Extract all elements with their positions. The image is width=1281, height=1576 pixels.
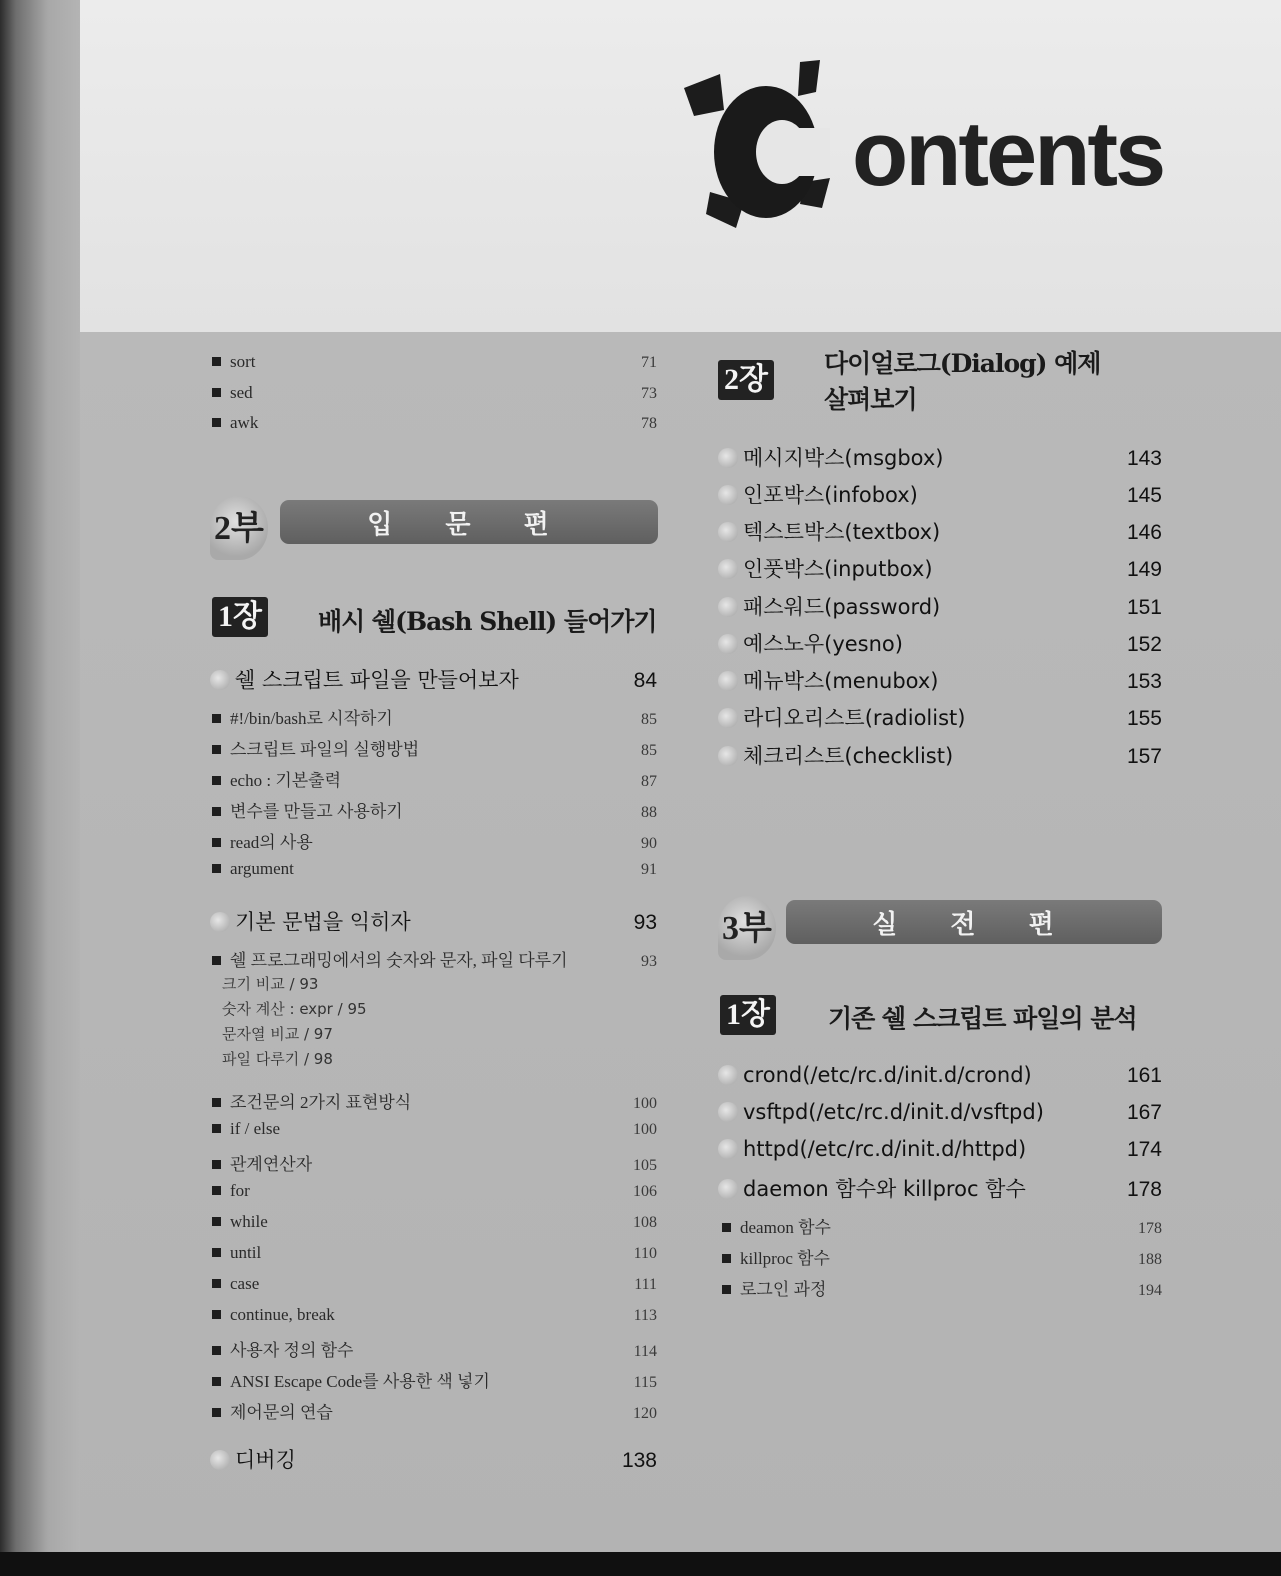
toc-item[interactable]: 변수를 만들고 사용하기 88 <box>212 797 657 822</box>
bullet-square-icon <box>722 1254 731 1263</box>
bullet-square-icon <box>212 1124 221 1133</box>
toc-subitem[interactable]: 크기 비교 / 93 <box>222 975 319 993</box>
toc-item[interactable]: argument 91 <box>212 859 657 879</box>
bullet-square-icon <box>212 745 221 754</box>
toc-item[interactable]: 스크립트 파일의 실행방법 85 <box>212 735 657 760</box>
section-dot-icon <box>718 671 738 691</box>
toc-section[interactable]: 텍스트박스(textbox) 146 <box>718 516 1162 546</box>
section-dot-icon <box>210 1450 230 1470</box>
contents-c-logo-icon <box>680 52 840 232</box>
bullet-square-icon <box>212 1160 221 1169</box>
toc-item[interactable]: 사용자 정의 함수 114 <box>212 1336 657 1361</box>
toc-section[interactable]: 메뉴박스(menubox) 153 <box>718 665 1162 695</box>
toc-item[interactable]: continue, break 113 <box>212 1305 657 1325</box>
toc-item[interactable]: 제어문의 연습 120 <box>212 1398 657 1423</box>
toc-item[interactable]: while 108 <box>212 1212 657 1232</box>
chapter-1-badge: 1장 <box>212 597 268 637</box>
part-3-badge: 3부 <box>722 910 772 947</box>
chapter-2-title-line2: 살펴보기 <box>824 385 917 414</box>
toc-section[interactable]: 라디오리스트(radiolist) 155 <box>718 702 1162 732</box>
toc-section[interactable]: daemon 함수와 killproc 함수 178 <box>718 1173 1162 1203</box>
toc-item[interactable]: killproc 함수 188 <box>722 1244 1162 1269</box>
bullet-square-icon <box>212 1346 221 1355</box>
part-2-title: 입 문 편 <box>280 500 658 544</box>
part3-chapter-1-badge: 1장 <box>720 995 776 1035</box>
chapter-2-title-line1: 다이얼로그(Dialog) 예제 <box>824 349 1101 378</box>
toc-section-shell-script[interactable]: 쉘 스크립트 파일을 만들어보자 84 <box>210 664 657 694</box>
bullet-square-icon <box>212 1310 221 1319</box>
bullet-square-icon <box>212 1248 221 1257</box>
toc-item-sort[interactable]: sort 71 <box>212 352 657 372</box>
section-dot-icon <box>718 1139 738 1159</box>
toc-subitem[interactable]: 파일 다루기 / 98 <box>222 1050 333 1068</box>
toc-item[interactable]: echo : 기본출력 87 <box>212 766 657 791</box>
section-dot-icon <box>718 1065 738 1085</box>
toc-item[interactable]: 쉘 프로그래밍에서의 숫자와 문자, 파일 다루기 93 <box>212 946 657 971</box>
section-dot-icon <box>718 746 738 766</box>
toc-section[interactable]: 인풋박스(inputbox) 149 <box>718 553 1162 583</box>
bullet-square-icon <box>212 714 221 723</box>
toc-item[interactable]: if / else 100 <box>212 1119 657 1139</box>
toc-item[interactable]: until 110 <box>212 1243 657 1263</box>
bullet-square-icon <box>212 357 221 366</box>
toc-section[interactable]: 체크리스트(checklist) 157 <box>718 740 1162 770</box>
toc-item-awk[interactable]: awk 78 <box>212 413 657 433</box>
section-dot-icon <box>718 1102 738 1122</box>
bullet-square-icon <box>212 1098 221 1107</box>
toc-item[interactable]: 관계연산자 105 <box>212 1150 657 1175</box>
bullet-square-icon <box>212 388 221 397</box>
section-dot-icon <box>210 912 230 932</box>
toc-item[interactable]: 로그인 과정 194 <box>722 1275 1162 1300</box>
toc-item[interactable]: read의 사용 90 <box>212 828 657 853</box>
bullet-square-icon <box>212 1408 221 1417</box>
bullet-square-icon <box>212 807 221 816</box>
section-dot-icon <box>718 485 738 505</box>
bottom-edge <box>0 1552 1281 1576</box>
bullet-square-icon <box>212 838 221 847</box>
toc-item[interactable]: deamon 함수 178 <box>722 1213 1162 1238</box>
section-dot-icon <box>718 559 738 579</box>
section-dot-icon <box>718 597 738 617</box>
toc-item[interactable]: ANSI Escape Code를 사용한 색 넣기 115 <box>212 1367 657 1392</box>
section-dot-icon <box>718 634 738 654</box>
toc-item[interactable]: 조건문의 2가지 표현방식 100 <box>212 1088 657 1113</box>
toc-section-basic-syntax[interactable]: 기본 문법을 익히자 93 <box>210 906 657 936</box>
bullet-square-icon <box>212 956 221 965</box>
toc-item[interactable]: for 106 <box>212 1181 657 1201</box>
bullet-square-icon <box>212 418 221 427</box>
toc-item[interactable]: #!/bin/bash로 시작하기 85 <box>212 704 657 729</box>
contents-logo-text: ontents <box>852 103 1164 205</box>
toc-section[interactable]: 예스노우(yesno) 152 <box>718 628 1162 658</box>
contents-logo <box>680 52 1240 242</box>
toc-subitem[interactable]: 문자열 비교 / 97 <box>222 1025 333 1043</box>
toc-section[interactable]: vsftpd(/etc/rc.d/init.d/vsftpd) 167 <box>718 1099 1162 1125</box>
bullet-square-icon <box>212 1279 221 1288</box>
section-dot-icon <box>210 670 230 690</box>
chapter-2-badge: 2장 <box>718 360 774 400</box>
section-dot-icon <box>718 448 738 468</box>
toc-section[interactable]: 메시지박스(msgbox) 143 <box>718 442 1162 472</box>
bullet-square-icon <box>722 1285 731 1294</box>
section-dot-icon <box>718 708 738 728</box>
bullet-square-icon <box>212 1217 221 1226</box>
toc-section[interactable]: 인포박스(infobox) 145 <box>718 479 1162 509</box>
toc-item-sed[interactable]: sed 73 <box>212 383 657 403</box>
toc-item[interactable]: case 111 <box>212 1274 657 1294</box>
bullet-square-icon <box>722 1223 731 1232</box>
toc-subitem[interactable]: 숫자 계산 : expr / 95 <box>222 1000 367 1018</box>
toc-section[interactable]: 패스워드(password) 151 <box>718 591 1162 621</box>
part3-chapter-1-title: 기존 쉘 스크립트 파일의 분석 <box>828 1004 1137 1033</box>
contents-logo-initial <box>680 52 681 53</box>
book-spine <box>0 0 80 1576</box>
bullet-square-icon <box>212 864 221 873</box>
section-dot-icon <box>718 1179 738 1199</box>
section-dot-icon <box>718 522 738 542</box>
bullet-square-icon <box>212 1186 221 1195</box>
part-3-title: 실 전 편 <box>786 900 1162 944</box>
part-2-badge: 2부 <box>214 510 264 547</box>
chapter-1-title: 배시 쉘(Bash Shell) 들어가기 <box>318 607 657 636</box>
toc-section[interactable]: crond(/etc/rc.d/init.d/crond) 161 <box>718 1062 1162 1088</box>
toc-section[interactable]: httpd(/etc/rc.d/init.d/httpd) 174 <box>718 1136 1162 1162</box>
toc-section-debugging[interactable]: 디버깅 138 <box>210 1444 657 1474</box>
bullet-square-icon <box>212 776 221 785</box>
bullet-square-icon <box>212 1377 221 1386</box>
